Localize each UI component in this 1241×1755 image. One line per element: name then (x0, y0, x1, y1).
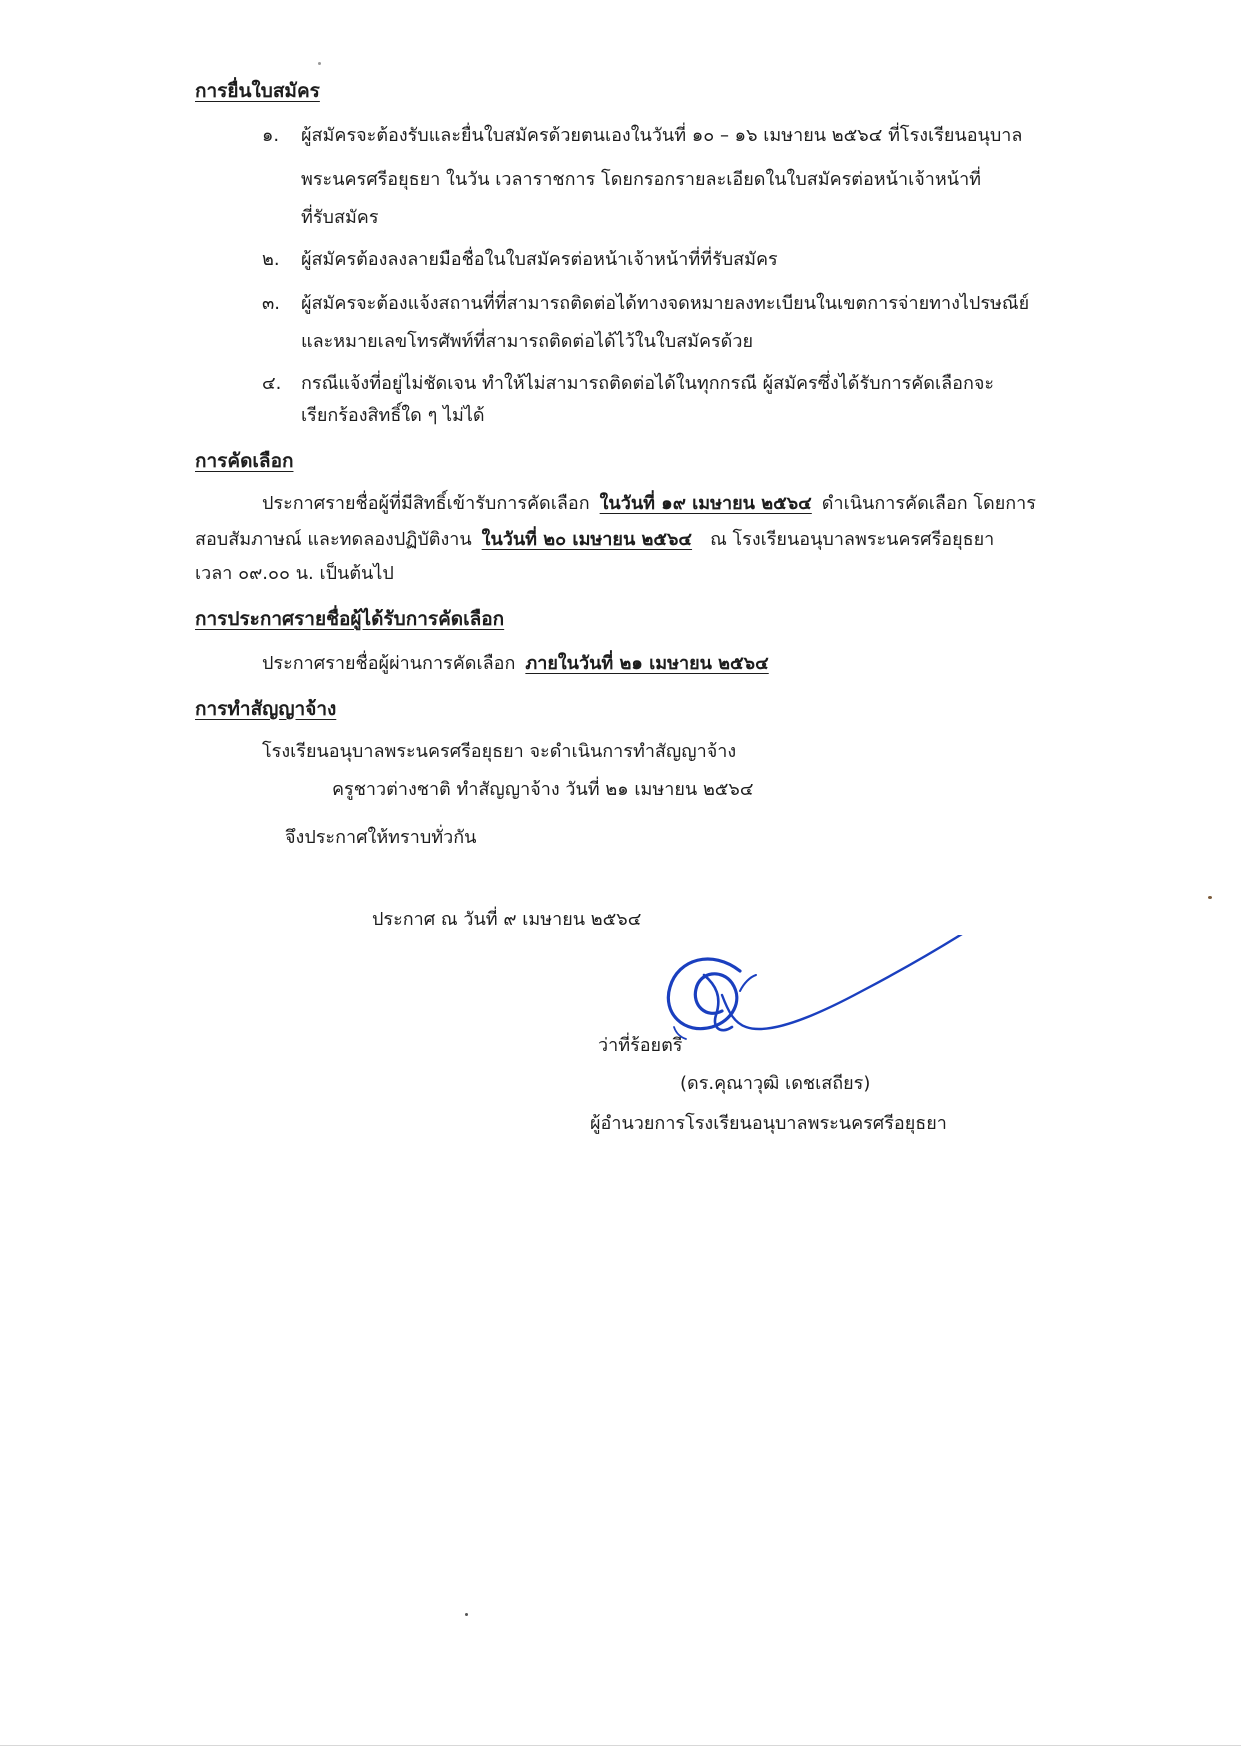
list-item-text: และหมายเลขโทรศัพท์ที่สามารถติดต่อได้ไว้ในใบสมัครด้วย (301, 331, 754, 352)
selection-text: ดำเนินการคัดเลือก โดยการ (821, 493, 1036, 514)
section-heading-application: การยื่นใบสมัคร (195, 80, 320, 102)
list-item-number: ๒. (262, 249, 280, 270)
list-item-text: ที่รับสมัคร (301, 207, 379, 228)
announcement-date-emphasis: ภายในวันที่ ๒๑ เมษายน ๒๕๖๔ (525, 653, 769, 674)
selection-text: ประกาศรายชื่อผู้ที่มีสิทธิ์เข้ารับการคัดเลือก (262, 493, 590, 514)
selection-paragraph-line-1 (262, 488, 1036, 517)
list-item-text: ผู้สมัครจะต้องรับและยื่นใบสมัครด้วยตนเองในวันที่ ๑๐ – ๑๖ เมษายน ๒๕๖๔ ที่โรงเรียนอนุบาล (301, 125, 1023, 146)
announcement-text: ประกาศรายชื่อผู้ผ่านการคัดเลือก (262, 653, 516, 674)
selection-date-emphasis: ในวันที่ ๑๙ เมษายน ๒๕๖๔ (599, 493, 812, 514)
list-item-text: เรียกร้องสิทธิ์ใด ๆ ไม่ได้ (301, 405, 485, 426)
selection-date-emphasis: ในวันที่ ๒๐ เมษายน ๒๕๖๔ (481, 529, 693, 550)
scan-speck (1208, 896, 1212, 899)
list-item-number: ๔. (262, 373, 282, 394)
signatory-rank: ว่าที่ร้อยตรี (598, 1035, 683, 1056)
section-heading-contract: การทำสัญญาจ้าง (195, 698, 337, 720)
signatory-position: ผู้อำนวยการโรงเรียนอนุบาลพระนครศรีอยุธยา (590, 1113, 947, 1134)
closing-statement: จึงประกาศให้ทราบทั่วกัน (285, 827, 477, 848)
announcement-paragraph (262, 648, 769, 677)
list-item-number: ๓. (262, 293, 281, 314)
signatory-name: (ดร.คุณาวุฒิ เดชเสถียร) (680, 1073, 871, 1094)
list-item-number: ๑. (262, 125, 280, 146)
announcement-date: ประกาศ ณ วันที่ ๙ เมษายน ๒๕๖๔ (372, 909, 642, 930)
scan-speck (318, 62, 321, 65)
list-item-text: ผู้สมัครต้องลงลายมือชื่อในใบสมัครต่อหน้าเจ้าหน้าที่ที่รับสมัคร (301, 249, 778, 270)
list-item-text: กรณีแจ้งที่อยู่ไม่ชัดเจน ทำให้ไม่สามารถติดต่อได้ในทุกกรณี ผู้สมัครซึ่งได้รับการคัดเลือกจะ (301, 373, 995, 394)
scan-speck (465, 1613, 468, 1616)
scan-edge-line (0, 1745, 1241, 1746)
contract-line-1: โรงเรียนอนุบาลพระนครศรีอยุธยา จะดำเนินการทำสัญญาจ้าง (262, 741, 737, 762)
selection-text: สอบสัมภาษณ์ และทดลองปฏิบัติงาน (195, 529, 472, 550)
contract-line-2: ครูชาวต่างชาติ ทำสัญญาจ้าง วันที่ ๒๑ เมษายน ๒๕๖๔ (332, 779, 754, 800)
selection-paragraph-line-3: เวลา ๐๙.๐๐ น. เป็นต้นไป (195, 563, 394, 584)
section-heading-announcement: การประกาศรายชื่อผู้ได้รับการคัดเลือก (195, 608, 505, 630)
selection-paragraph-line-2 (195, 524, 994, 553)
list-item-text: พระนครศรีอยุธยา ในวัน เวลาราชการ โดยกรอกรายละเอียดในใบสมัครต่อหน้าเจ้าหน้าที่ (301, 169, 982, 190)
selection-text: ณ โรงเรียนอนุบาลพระนครศรีอยุธยา (710, 529, 995, 550)
section-heading-selection: การคัดเลือก (195, 450, 294, 472)
handwritten-signature (600, 935, 1020, 1055)
list-item-text: ผู้สมัครจะต้องแจ้งสถานที่ที่สามารถติดต่อได้ทางจดหมายลงทะเบียนในเขตการจ่ายทางไปรษณีย์ (301, 293, 1030, 314)
